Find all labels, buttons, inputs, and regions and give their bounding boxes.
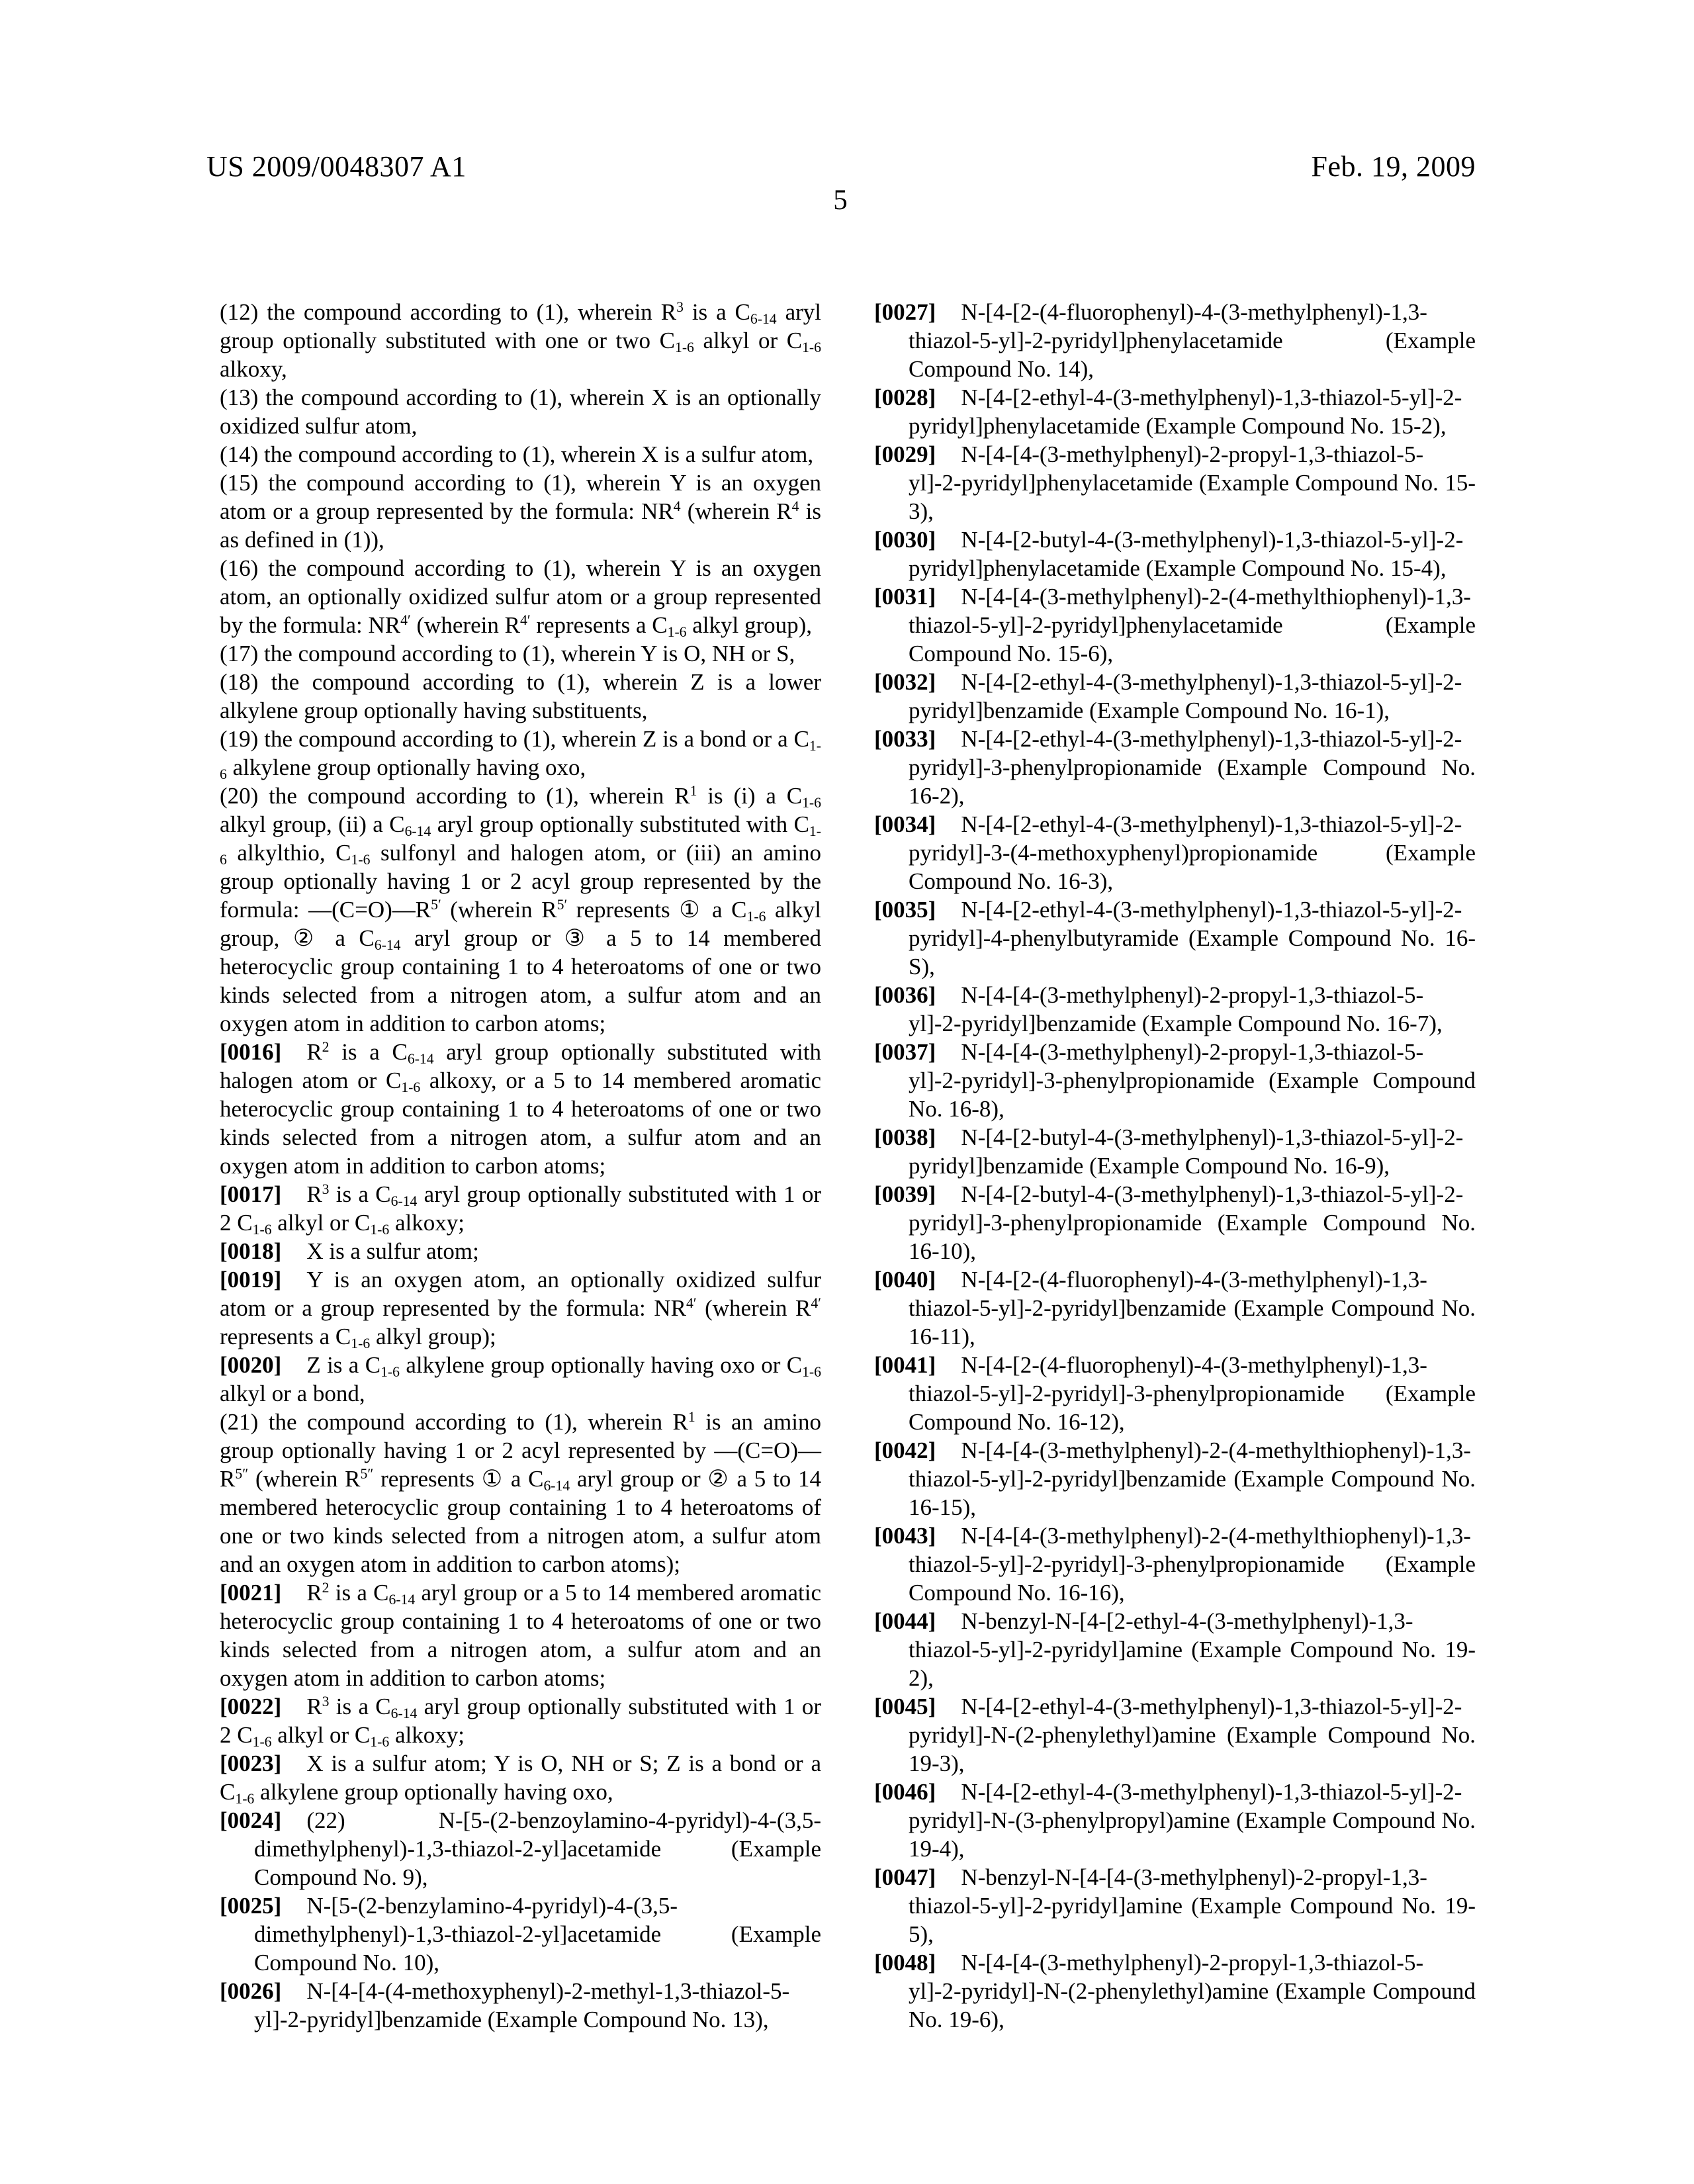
paragraph [874,298,1476,383]
paragraph-tag: [0036] [874,982,936,1008]
paragraph-tag: [0023] [220,1751,282,1776]
paragraph [220,440,821,469]
paragraph-text: N-[4-[2-(4-fluorophenyl)-4-(3-methylphenyl)-1,3-thiazol-5-yl]-2-pyridyl]benzamide (Example Compound No. 16-11), [909,1267,1476,1349]
paragraph-text: N-[4-[2-ethyl-4-(3-methylphenyl)-1,3-thiazol-5-yl]-2-pyridyl]-4-phenylbutyramide (Example Compound No. 16-S), [909,897,1476,979]
paragraph [220,1891,821,1977]
paragraph-text: N-[4-[4-(3-methylphenyl)-2-propyl-1,3-thiazol-5-yl]-2-pyridyl]benzamide (Example Compound No. 16-7), [909,982,1443,1036]
paragraph-tag: [0046] [874,1779,936,1805]
paragraph [874,1351,1476,1436]
paragraph-tag: [0039] [874,1181,936,1207]
paragraph-text: N-[4-[2-ethyl-4-(3-methylphenyl)-1,3-thiazol-5-yl]-2-pyridyl]-N-(2-phenylethyl)amine (Example Compound No. 19-3), [909,1694,1476,1776]
paragraph [874,383,1476,440]
paragraph [874,981,1476,1038]
paragraph [220,1578,821,1692]
paragraph-tag: [0028] [874,385,936,410]
paragraph [874,1436,1476,1522]
paragraph [220,1977,821,2034]
paragraph-text: $R^3$ is a $C_{6-14}$ aryl group optionally substituted with 1 or 2 $C_{1-6}$ alkyl or $C_{1-6}$ alkoxy; [220,1181,821,1238]
left-column [220,298,821,2034]
paragraph-text: N-[4-[4-(3-methylphenyl)-2-(4-methylthiophenyl)-1,3-thiazol-5-yl]-2-pyridyl]benzamide (Example Compound No. 16-15), [909,1437,1476,1520]
paragraph-tag: [0030] [874,527,936,553]
paragraph-text: (17) the compound according to (1), wherein Y is O, NH or S, [220,641,795,666]
paragraph-tag: [0038] [874,1124,936,1150]
paragraph-tag: [0025] [220,1893,282,1919]
paragraph-text: N-[4-[2-ethyl-4-(3-methylphenyl)-1,3-thiazol-5-yl]-2-pyridyl]-N-(3-phenylpropyl)amine (Example Compound No. 19-4), [909,1779,1476,1862]
paragraph-tag: [0033] [874,726,936,752]
paragraph-text: (19) the compound according to (1), wherein Z is a bond or a $C_{1-6}$ alkylene group optionally having oxo, [220,726,821,783]
paragraph-tag: [0047] [874,1864,936,1890]
paragraph [874,1522,1476,1607]
paragraph-text: N-[4-[2-butyl-4-(3-methylphenyl)-1,3-thiazol-5-yl]-2-pyridyl]phenylacetamide (Example Compound No. 15-4), [909,527,1464,581]
paragraph-text: N-[4-[4-(3-methylphenyl)-2-(4-methylthiophenyl)-1,3-thiazol-5-yl]-2-pyridyl]phenylacetamide (Example Compound No. 15-6), [909,584,1476,666]
paragraph [220,725,821,782]
paragraph-text: Y is an oxygen atom, an optionally oxidized sulfur atom or a group represented by the formula: $NR^{4'}$ (wherein $R^{4'}$ represents a $C_{1-6}$ alkyl group); [220,1267,821,1352]
paragraph-text: X is a sulfur atom; Y is O, NH or S; Z is a bond or a $C_{1-6}$ alkylene group optionally having oxo, [220,1751,821,1807]
paragraph-tag: [0043] [874,1523,936,1549]
paragraph [220,469,821,554]
paragraph-tag: [0024] [220,1807,282,1833]
paragraph [874,725,1476,810]
paragraph [874,1948,1476,2034]
paragraph-text: N-[4-[2-ethyl-4-(3-methylphenyl)-1,3-thiazol-5-yl]-2-pyridyl]-3-(4-methoxyphenyl)propionamide (Example Compound No. 16-3), [909,811,1476,894]
paragraph-text: $R^2$ is a $C_{6-14}$ aryl group optionally substituted with halogen atom or $C_{1-6}$ alkoxy, or a 5 to 14 membered aromatic heterocyclic group containing 1 to 4 heteroatoms of one or two kinds selected from a nitrogen atom, a sulfur atom and an oxygen atom in addition to carbon atoms; [220,1039,821,1179]
paragraph-tag: [0044] [874,1608,936,1634]
paragraph [220,383,821,440]
paragraph [220,1408,821,1578]
paragraph [220,554,821,639]
paragraph-tag: [0020] [220,1352,282,1378]
paragraph [874,582,1476,668]
paragraph [220,1237,821,1265]
paragraph-tag: [0021] [220,1580,282,1606]
text-columns [220,298,1476,2034]
paragraph-tag: [0034] [874,811,936,837]
paragraph [874,1180,1476,1265]
publication-date: Feb. 19, 2009 [1311,150,1476,183]
paragraph [874,440,1476,525]
paragraph-tag: [0045] [874,1694,936,1719]
paragraph [220,1749,821,1806]
right-column [874,298,1476,2034]
paragraph [874,1863,1476,1948]
paragraph [220,1806,821,1891]
page-number: 5 [833,185,848,216]
paragraph [220,668,821,725]
paragraph-tag: [0040] [874,1267,936,1293]
paragraph [220,1692,821,1749]
paragraph-text: N-[4-[4-(3-methylphenyl)-2-propyl-1,3-thiazol-5-yl]-2-pyridyl]-N-(2-phenylethyl)amine (Example Compound No. 19-6), [909,1950,1476,2032]
paragraph [874,810,1476,895]
paragraph-text: (22) N-[5-(2-benzoylamino-4-pyridyl)-4-(3,5-dimethylphenyl)-1,3-thiazol-2-yl]acetamide (Example Compound No. 9), [254,1807,821,1890]
paragraph-tag: [0048] [874,1950,936,1976]
paragraph-text: N-[4-[4-(3-methylphenyl)-2-(4-methylthiophenyl)-1,3-thiazol-5-yl]-2-pyridyl]-3-phenylpropionamide (Example Compound No. 16-16), [909,1523,1476,1606]
paragraph-tag: [0042] [874,1437,936,1463]
paragraph [220,1038,821,1180]
paragraph-tag: [0031] [874,584,936,610]
paragraph-text: N-[4-[4-(4-methoxyphenyl)-2-methyl-1,3-thiazol-5-yl]-2-pyridyl]benzamide (Example Compound No. 13), [254,1978,790,2032]
paragraph [874,1607,1476,1692]
paragraph-text: (14) the compound according to (1), wherein X is a sulfur atom, [220,441,814,467]
paragraph-tag: [0029] [874,441,936,467]
paragraph-tag: [0041] [874,1352,936,1378]
paragraph-text: N-[4-[2-ethyl-4-(3-methylphenyl)-1,3-thiazol-5-yl]-2-pyridyl]phenylacetamide (Example Compound No. 15-2), [909,385,1462,439]
paragraph-tag: [0037] [874,1039,936,1065]
publication-number: US 2009/0048307 A1 [206,150,467,183]
paragraph [874,895,1476,981]
paragraph-text: N-[4-[2-ethyl-4-(3-methylphenyl)-1,3-thiazol-5-yl]-2-pyridyl]benzamide (Example Compound No. 16-1), [909,669,1462,723]
paragraph-tag: [0035] [874,897,936,923]
paragraph-text: N-[4-[2-(4-fluorophenyl)-4-(3-methylphenyl)-1,3-thiazol-5-yl]-2-pyridyl]-3-phenylpropionamide (Example Compound No. 16-12), [909,1352,1476,1435]
paragraph [220,782,821,1038]
paragraph-text: N-benzyl-N-[4-[4-(3-methylphenyl)-2-propyl-1,3-thiazol-5-yl]-2-pyridyl]amine (Example Compound No. 19-5), [909,1864,1476,1947]
paragraph-text: Z is a $C_{1-6}$ alkylene group optionally having oxo or $C_{1-6}$ alkyl or a bond, [220,1352,821,1406]
paragraph-text: (16) the compound according to (1), wherein Y is an oxygen atom, an optionally oxidized sulfur atom or a group represented by the formula: $NR^{4'}$ (wherein $R^{4'}$ represents a $C_{1-6}$ alkyl group), [220,555,821,641]
paragraph-text: N-[4-[4-(3-methylphenyl)-2-propyl-1,3-thiazol-5-yl]-2-pyridyl]-3-phenylpropionamide (Example Compound No. 16-8), [909,1039,1476,1122]
paragraph [220,1265,821,1351]
paragraph-text: (20) the compound according to (1), wherein $R^1$ is (i) a $C_{1-6}$ alkyl group, (ii) a $C_{6-14}$ aryl group optionally substituted with $C_{1-6}$ alkylthio, $C_{1-6}$ sulfonyl and halogen atom, or (iii) an amino group optionally having 1 or 2 acyl group represented by the formula: $—(C=O)—R^{5'}$ (wherein $R^{5'}$ represents ① a $C_{1-6}$ alkyl group, ② a $C_{6-14}$ aryl group or ③ a 5 to 14 membered heterocyclic group containing 1 to 4 heteroatoms of one or two kinds selected from a nitrogen atom, a sulfur atom and an oxygen atom in addition to carbon atoms; [220,783,821,1036]
paragraph [874,1123,1476,1180]
paragraph-text: N-[4-[4-(3-methylphenyl)-2-propyl-1,3-thiazol-5-yl]-2-pyridyl]phenylacetamide (Example Compound No. 15-3), [909,441,1476,524]
paragraph [220,1180,821,1237]
paragraph-text: N-[4-[2-butyl-4-(3-methylphenyl)-1,3-thiazol-5-yl]-2-pyridyl]-3-phenylpropionamide (Example Compound No. 16-10), [909,1181,1476,1264]
paragraph-tag: [0017] [220,1181,282,1207]
paragraph-text: $R^3$ is a $C_{6-14}$ aryl group optionally substituted with 1 or 2 $C_{1-6}$ alkyl or $C_{1-6}$ alkoxy; [220,1694,821,1751]
paragraph-text: (15) the compound according to (1), wherein Y is an oxygen atom or a group represented by the formula: $NR^4$ (wherein $R^4$ is as defined in (1)), [220,470,821,553]
paragraph-tag: [0019] [220,1267,282,1293]
paragraph-text: (21) the compound according to (1), wherein $R^1$ is an amino group optionally having 1 or 2 acyl represented by $—(C=O)—R^{5''}$ (wherein $R^{5''}$ represents ① a $C_{6-14}$ aryl group or ② a 5 to 14 membered heterocyclic group containing 1 to 4 heteroatoms of one or two kinds selected from a nitrogen atom, a sulfur atom and an oxygen atom in addition to carbon atoms); [220,1409,821,1577]
paragraph [220,298,821,383]
paragraph-tag: [0018] [220,1238,282,1264]
paragraph-tag: [0026] [220,1978,282,2004]
paragraph-text: (13) the compound according to (1), wherein X is an optionally oxidized sulfur atom, [220,385,821,439]
paragraph [220,639,821,668]
paragraph [874,1038,1476,1123]
paragraph-text: (12) the compound according to (1), wherein $R^3$ is a $C_{6-14}$ aryl group optionally substituted with one or two $C_{1-6}$ alkyl or $C_{1-6}$ alkoxy, [220,299,821,382]
paragraph [220,1351,821,1408]
paragraph [874,1778,1476,1863]
paragraph-tag: [0022] [220,1694,282,1719]
paragraph-text: N-[4-[2-ethyl-4-(3-methylphenyl)-1,3-thiazol-5-yl]-2-pyridyl]-3-phenylpropionamide (Example Compound No. 16-2), [909,726,1476,809]
paragraph [874,668,1476,725]
paragraph-text: X is a sulfur atom; [306,1238,479,1264]
paragraph-tag: [0016] [220,1039,282,1065]
paragraph [874,1265,1476,1351]
paragraph-tag: [0032] [874,669,936,695]
paragraph-text: N-benzyl-N-[4-[2-ethyl-4-(3-methylphenyl)-1,3-thiazol-5-yl]-2-pyridyl]amine (Example Compound No. 19-2), [909,1608,1476,1691]
paragraph-text: N-[4-[2-(4-fluorophenyl)-4-(3-methylphenyl)-1,3-thiazol-5-yl]-2-pyridyl]phenylacetamide (Example Compound No. 14), [909,299,1476,382]
paragraph [874,1692,1476,1778]
paragraph [874,525,1476,582]
paragraph-text: N-[5-(2-benzylamino-4-pyridyl)-4-(3,5-dimethylphenyl)-1,3-thiazol-2-yl]acetamide (Example Compound No. 10), [254,1893,821,1976]
paragraph-tag: [0027] [874,299,936,325]
paragraph-text: (18) the compound according to (1), wherein Z is a lower alkylene group optionally having substituents, [220,669,821,723]
paragraph-text: N-[4-[2-butyl-4-(3-methylphenyl)-1,3-thiazol-5-yl]-2-pyridyl]benzamide (Example Compound No. 16-9), [909,1124,1464,1179]
paragraph-text: $R^2$ is a $C_{6-14}$ aryl group or a 5 to 14 membered aromatic heterocyclic group containing 1 to 4 heteroatoms of one or two kinds selected from a nitrogen atom, a sulfur atom and an oxygen atom in addition to carbon atoms; [220,1580,822,1691]
